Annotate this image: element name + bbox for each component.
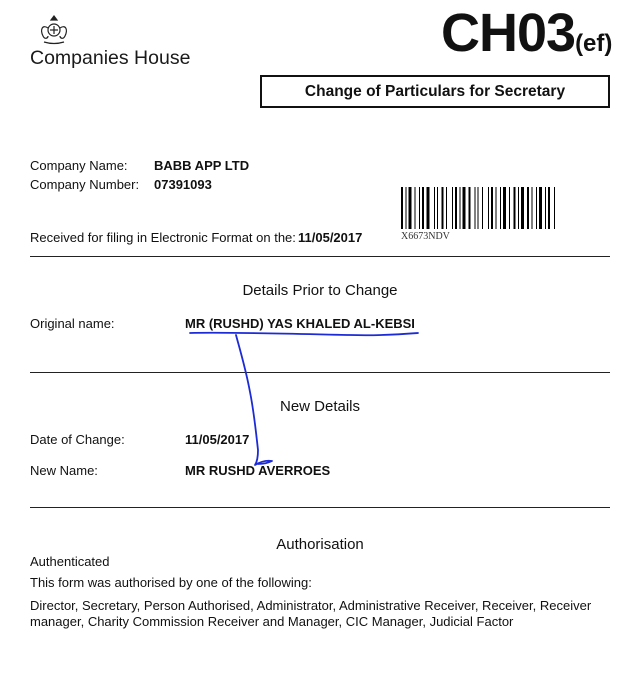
prior-details-heading: Details Prior to Change xyxy=(242,282,398,299)
authorisation-heading: Authorisation xyxy=(276,536,364,553)
company-number-value: 07391093 xyxy=(154,177,212,192)
organisation-name: Companies House xyxy=(30,47,191,69)
barcode-bar xyxy=(509,187,510,229)
barcode-bar xyxy=(475,187,476,229)
form-code-main: CH03 xyxy=(441,3,576,63)
divider xyxy=(30,372,610,373)
barcode-bar xyxy=(545,187,546,229)
barcode-bar xyxy=(548,187,550,229)
received-label: Received for filing in Electronic Format on the: xyxy=(30,230,296,245)
barcode-bar xyxy=(518,187,519,229)
underline-stroke xyxy=(190,333,418,336)
form-code-suffix: (ef) xyxy=(575,30,613,57)
barcode-bar xyxy=(427,187,430,229)
barcode-bar xyxy=(539,187,542,229)
barcode-bar xyxy=(503,187,506,229)
barcode-bar xyxy=(554,187,555,229)
barcode-bar xyxy=(415,187,416,229)
barcode-bar xyxy=(422,187,424,229)
received-date: 11/05/2017 xyxy=(298,230,363,245)
company-name-value: BABB APP LTD xyxy=(154,158,250,173)
barcode-bar xyxy=(532,187,533,229)
new-name-label: New Name: xyxy=(30,463,98,478)
new-details-heading: New Details xyxy=(279,398,361,415)
company-name-label: Company Name: xyxy=(30,158,128,173)
divider xyxy=(30,507,610,508)
barcode-bar xyxy=(469,187,471,229)
date-of-change-label: Date of Change: xyxy=(30,432,125,447)
original-name-label: Original name: xyxy=(30,316,115,331)
barcode-bar xyxy=(491,187,493,229)
barcode-bar xyxy=(401,187,403,229)
barcode-bar xyxy=(521,187,524,229)
form-title: Change of Particulars for Secretary xyxy=(304,82,566,100)
barcode-bar xyxy=(406,187,407,229)
original-name-value: MR (RUSHD) YAS KHALED AL-KEBSI xyxy=(185,316,415,331)
barcode-bar xyxy=(437,187,438,229)
authorisation-intro: This form was authorised by one of the following: xyxy=(30,575,312,590)
barcode-bar xyxy=(434,187,435,229)
barcode-bar xyxy=(455,187,457,229)
form-title-box xyxy=(260,75,610,108)
barcode-bar xyxy=(482,187,483,229)
barcode-bar xyxy=(527,187,529,229)
barcode-bar xyxy=(463,187,466,229)
barcode-bar xyxy=(514,187,516,229)
barcode-bar xyxy=(419,187,420,229)
barcode-bar xyxy=(500,187,501,229)
barcode-bar xyxy=(409,187,412,229)
barcode-bar xyxy=(442,187,444,229)
date-of-change-value: 11/05/2017 xyxy=(185,432,250,447)
barcode-bar xyxy=(496,187,497,229)
royal-crest-icon xyxy=(36,14,72,46)
form-code xyxy=(441,3,613,63)
barcode-bar xyxy=(460,187,461,229)
barcode-bar xyxy=(478,187,479,229)
authentication-status: Authenticated xyxy=(30,554,110,569)
barcode-image xyxy=(401,187,607,229)
barcode-bar xyxy=(452,187,453,229)
new-name-value: MR RUSHD AVERROES xyxy=(185,463,331,478)
divider xyxy=(30,256,610,257)
barcode-bar xyxy=(488,187,489,229)
authorised-roles: Director, Secretary, Person Authorised, Administrator, Administrative Receiver, Receiver, Receiver manager, Charity Commission Receiver and Manager, CIC Manager, Judicial Factor xyxy=(30,598,592,629)
company-number-label: Company Number: xyxy=(30,177,140,192)
barcode-text: X6673NDV xyxy=(401,231,450,242)
barcode-bar xyxy=(446,187,447,229)
barcode-bar xyxy=(536,187,537,229)
